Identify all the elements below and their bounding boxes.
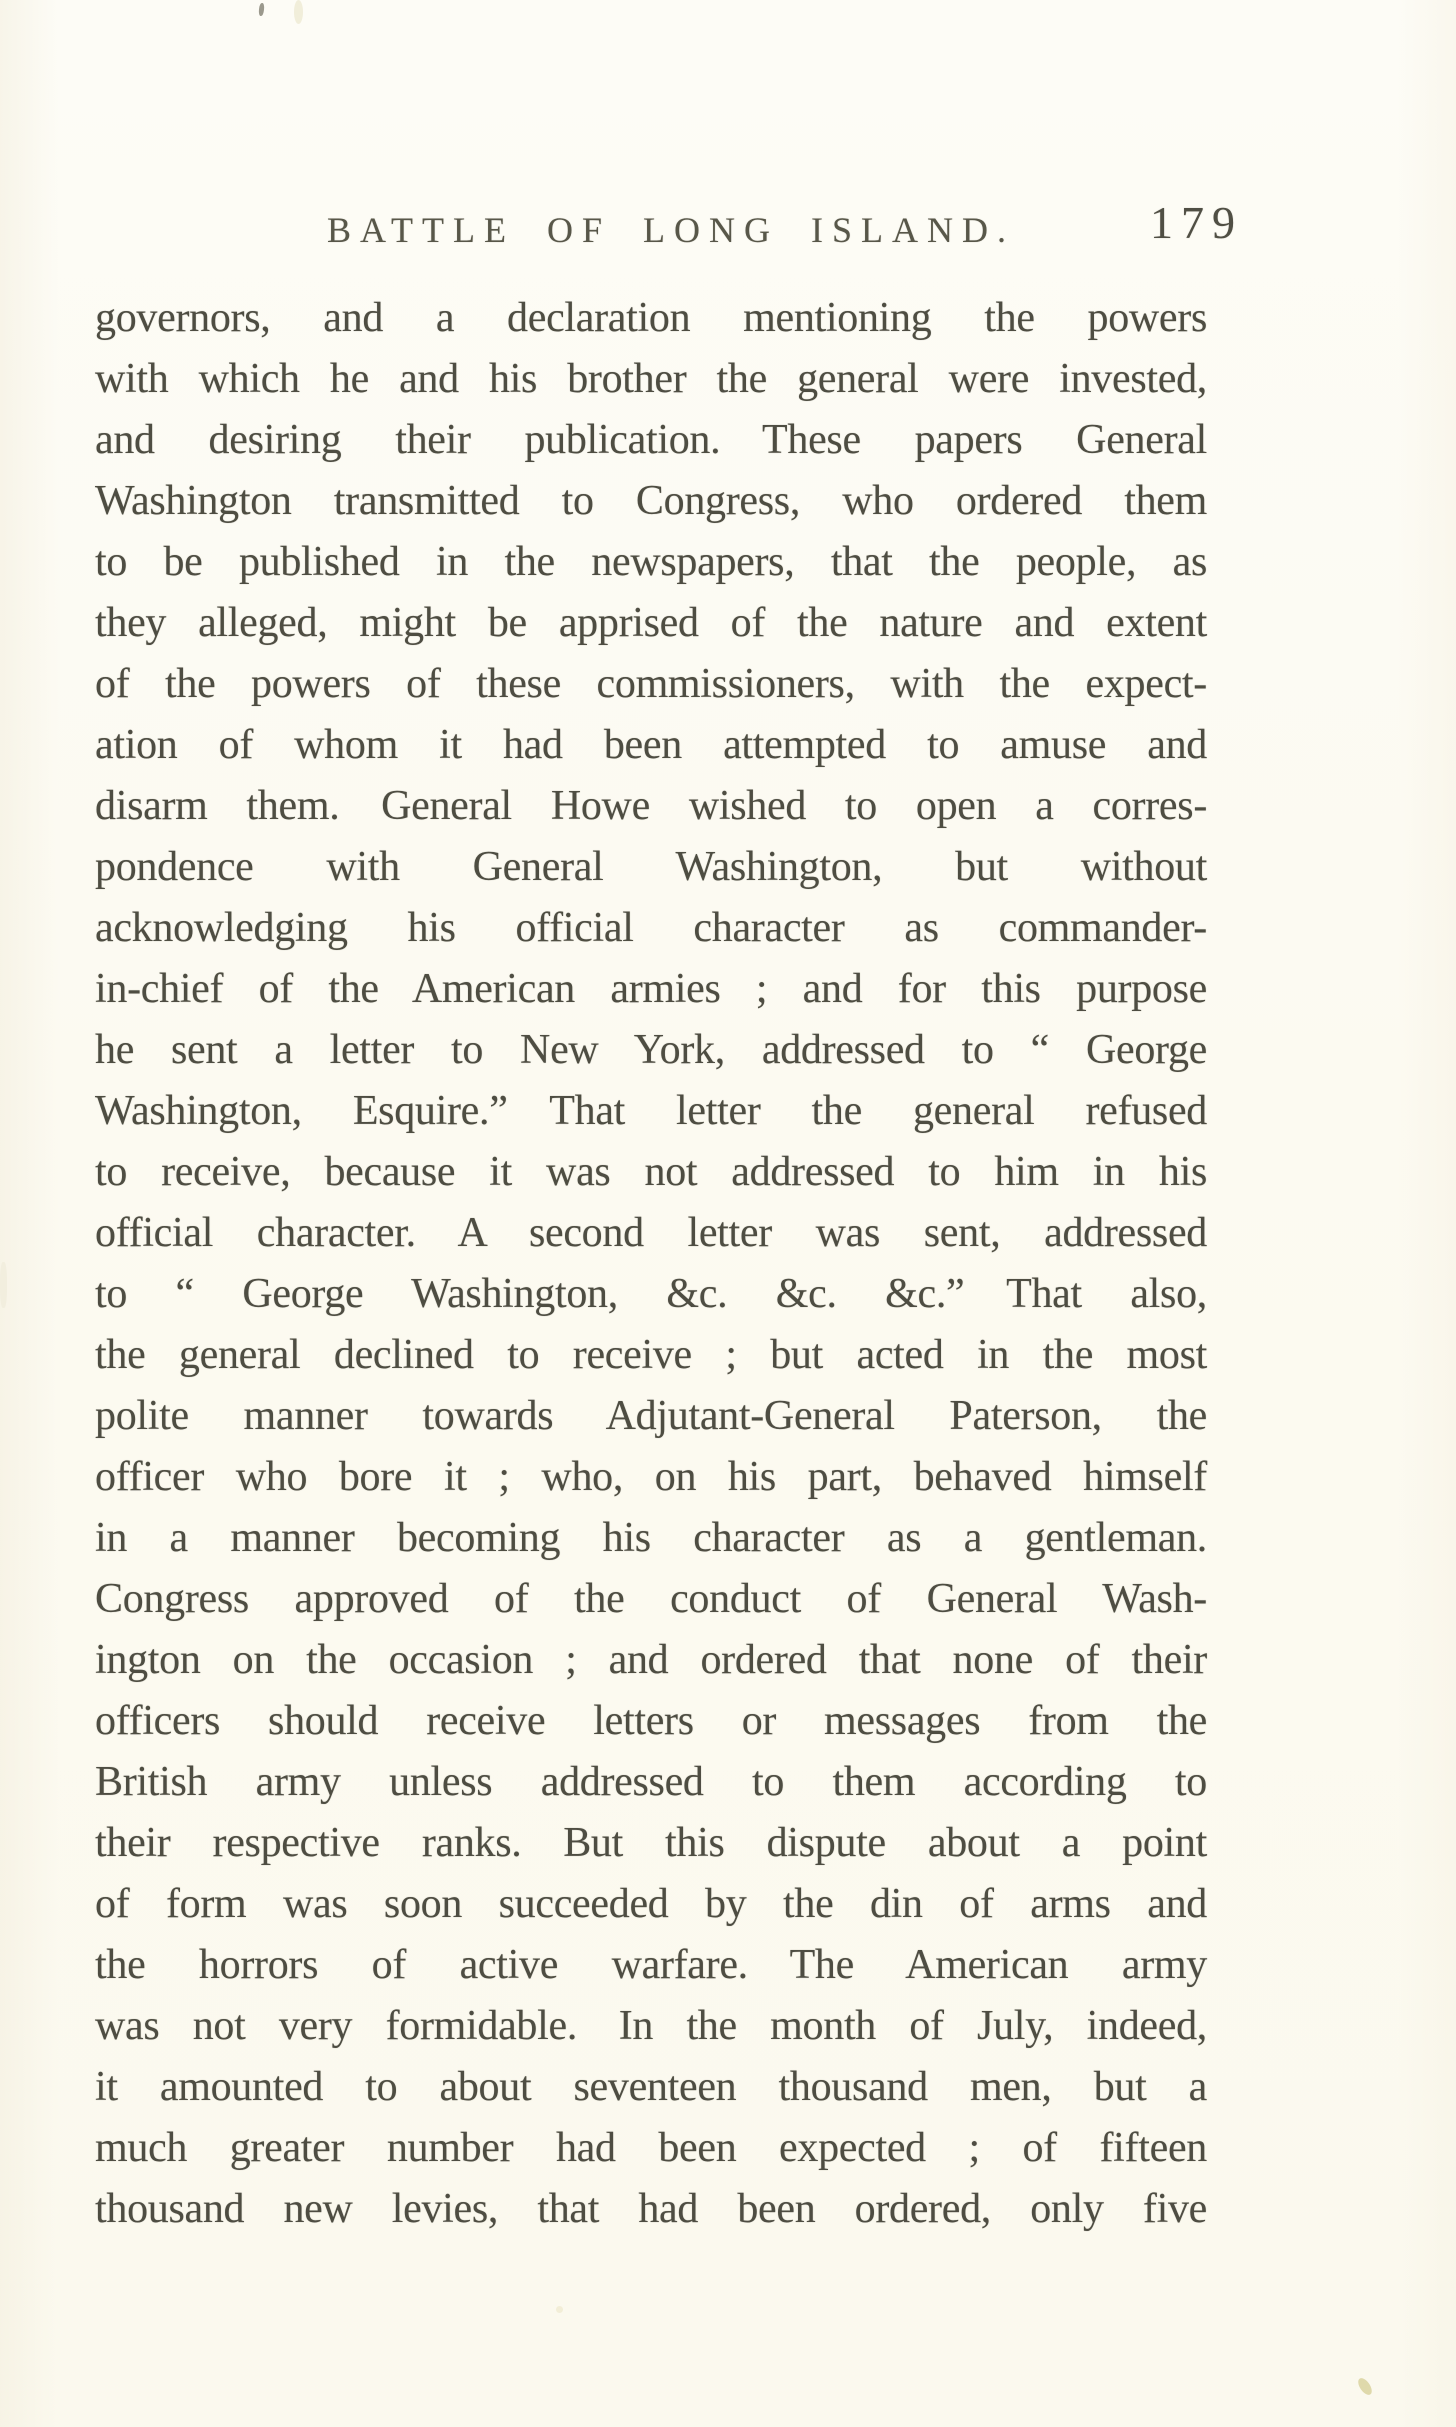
text-line: governors, and a declaration mentioning the powers: [95, 295, 1207, 341]
running-title: BATTLE OF LONG ISLAND.: [327, 210, 1015, 250]
text-line: official character. A second letter was sent, addressed: [95, 1210, 1207, 1256]
scan-speck: [1356, 2376, 1375, 2397]
scan-speck: [556, 2306, 563, 2313]
scan-speck: [258, 3, 264, 16]
text-line: acknowledging his official character as commander-: [95, 905, 1207, 951]
text-line: of form was soon succeeded by the din of arms and: [95, 1881, 1207, 1927]
text-line: much greater number had been expected ; of fifteen: [95, 2125, 1207, 2171]
body-text: [95, 288, 1207, 2240]
page-number: 179: [1150, 197, 1243, 248]
text-line: British army unless addressed to them according to: [95, 1759, 1207, 1805]
scan-speck: [294, 0, 303, 24]
text-line: they alleged, might be apprised of the nature and extent: [95, 600, 1207, 646]
text-line: in a manner becoming his character as a gentleman.: [95, 1515, 1207, 1561]
text-line: ation of whom it had been attempted to amuse and: [95, 722, 1207, 768]
text-line: their respective ranks. But this dispute about a point: [95, 1820, 1207, 1866]
text-line: to be published in the newspapers, that the people, as: [95, 539, 1207, 585]
text-line: to “ George Washington, &c. &c. &c.” That also,: [95, 1271, 1207, 1317]
text-line: with which he and his brother the general were invested,: [95, 356, 1207, 402]
text-line: it amounted to about seventeen thousand men, but a: [95, 2064, 1207, 2110]
text-line: officers should receive letters or messages from the: [95, 1698, 1207, 1744]
text-line: to receive, because it was not addressed to him in his: [95, 1149, 1207, 1195]
text-line: ington on the occasion ; and ordered that none of their: [95, 1637, 1207, 1683]
text-line: he sent a letter to New York, addressed to “ George: [95, 1027, 1207, 1073]
text-line: was not very formidable. In the month of July, indeed,: [95, 2003, 1207, 2049]
text-line: pondence with General Washington, but without: [95, 844, 1207, 890]
text-line: in-chief of the American armies ; and for this purpose: [95, 966, 1207, 1012]
text-line: thousand new levies, that had been ordered, only five: [95, 2186, 1207, 2232]
text-line: Congress approved of the conduct of General Wash-: [95, 1576, 1207, 1622]
scan-smudge: [0, 1262, 7, 1308]
text-line: Washington transmitted to Congress, who ordered them: [95, 478, 1207, 524]
text-line: disarm them. General Howe wished to open a corres-: [95, 783, 1207, 829]
text-line: Washington, Esquire.” That letter the general refused: [95, 1088, 1207, 1134]
text-line: the general declined to receive ; but acted in the most: [95, 1332, 1207, 1378]
text-line: the horrors of active warfare. The American army: [95, 1942, 1207, 1988]
text-line: officer who bore it ; who, on his part, behaved himself: [95, 1454, 1207, 1500]
text-line: and desiring their publication. These papers General: [95, 417, 1207, 463]
text-line: polite manner towards Adjutant-General Paterson, the: [95, 1393, 1207, 1439]
text-line: of the powers of these commissioners, with the expect-: [95, 661, 1207, 707]
